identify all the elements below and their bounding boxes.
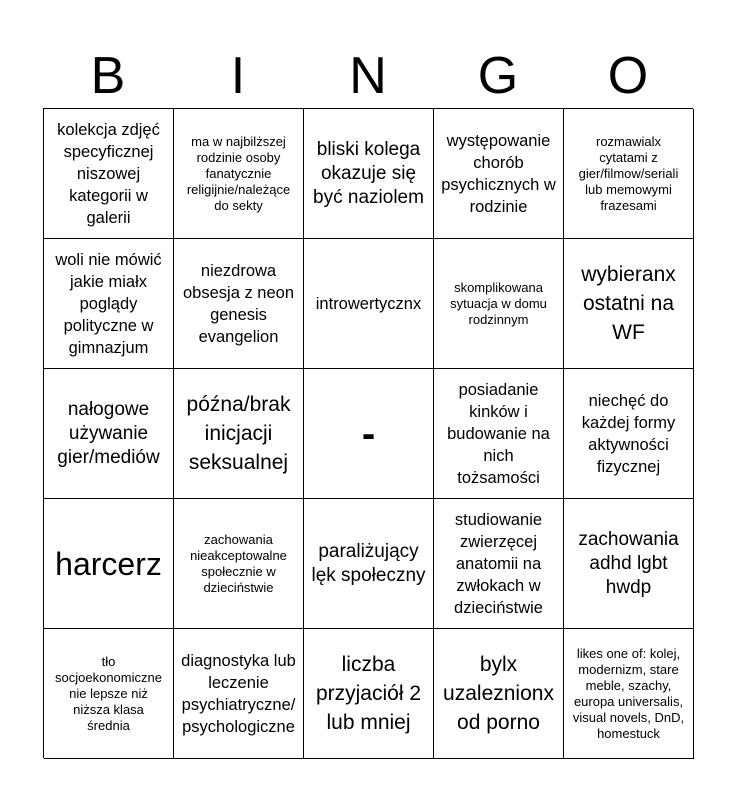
- bingo-grid: [43, 108, 693, 758]
- cell-text: woli nie mówić jakie miałx poglądy polityczne w gimnazjum: [55, 250, 162, 357]
- header-letter-b: B: [90, 47, 126, 105]
- bingo-cell-1-1[interactable]: [44, 109, 174, 239]
- cell-text: liczba przyjaciół 2 lub mniej: [315, 653, 422, 734]
- cell-text: diagnostyka lub leczenie psychiatryczne/ psychologiczne: [181, 651, 296, 736]
- header-letter-i: I: [230, 47, 246, 105]
- cell-text: kolekcja zdjęć specyficznej niszowej kategorii w galerii: [57, 120, 160, 227]
- cell-text: bliski kolega okazuje się być naziolem: [313, 138, 424, 208]
- bingo-cell-free[interactable]: [304, 369, 434, 499]
- header-letter-o: O: [607, 47, 649, 105]
- cell-text: wybieranx ostatni na WF: [581, 263, 676, 344]
- bingo-cell-4-4[interactable]: [434, 499, 564, 629]
- bingo-cell-1-5[interactable]: [564, 109, 694, 239]
- cell-text: niezdrowa obsesja z neon genesis evangelion: [183, 261, 294, 346]
- cell-text: bylx uzaleznionx od porno: [443, 653, 554, 734]
- header-letter-n: N: [349, 47, 387, 105]
- bingo-cell-3-5[interactable]: [564, 369, 694, 499]
- bingo-cell-4-3[interactable]: [304, 499, 434, 629]
- bingo-cell-3-1[interactable]: [44, 369, 174, 499]
- cell-text: nałogowe używanie gier/mediów: [57, 398, 160, 468]
- bingo-cell-2-5[interactable]: [564, 239, 694, 369]
- header-letter-g: G: [477, 47, 519, 105]
- bingo-cell-2-2[interactable]: [174, 239, 304, 369]
- cell-text: harcerz: [55, 545, 162, 582]
- bingo-cell-4-1[interactable]: [44, 499, 174, 629]
- bingo-header: [43, 44, 693, 108]
- cell-text: późna/brak inicjacji seksualnej: [186, 393, 291, 474]
- cell-text: niechęć do każdej formy aktywności fizycznej: [581, 391, 676, 476]
- bingo-cell-1-3[interactable]: [304, 109, 434, 239]
- cell-text: tło socjoekonomiczne nie lepsze niż niższa klasa średnia: [55, 653, 162, 733]
- cell-text: skomplikowana sytuacja w domu rodzinnym: [450, 279, 547, 327]
- bingo-cell-4-5[interactable]: [564, 499, 694, 629]
- bingo-cell-2-3[interactable]: [304, 239, 434, 369]
- bingo-cell-5-5[interactable]: [564, 629, 694, 759]
- bingo-cell-2-1[interactable]: [44, 239, 174, 369]
- cell-text: studiowanie zwierzęcej anatomii na zwłokach w dzieciństwie: [454, 510, 543, 617]
- bingo-cell-3-4[interactable]: [434, 369, 564, 499]
- bingo-cell-5-1[interactable]: [44, 629, 174, 759]
- cell-text: zachowania nieakceptowalne społecznie w dzieciństwie: [190, 531, 287, 595]
- bingo-cell-4-2[interactable]: [174, 499, 304, 629]
- cell-text: posiadanie kinków i budowanie na nich tożsamości: [447, 380, 550, 487]
- cell-text: występowanie chorób psychicznych w rodzinie: [441, 131, 556, 216]
- bingo-cell-5-3[interactable]: [304, 629, 434, 759]
- bingo-cell-2-4[interactable]: [434, 239, 564, 369]
- cell-text: rozmawialx cytatami z gier/filmow/seriali lub memowymi frazesami: [578, 133, 679, 213]
- bingo-cell-5-2[interactable]: [174, 629, 304, 759]
- cell-text: paraliżujący lęk społeczny: [311, 540, 426, 586]
- cell-text: zachowania adhd lgbt hwdp: [578, 528, 679, 598]
- bingo-cell-5-4[interactable]: [434, 629, 564, 759]
- bingo-cell-1-2[interactable]: [174, 109, 304, 239]
- cell-text: ma w najbilższej rodzinie osoby fanatycznie religijnie/należące do sekty: [186, 133, 291, 213]
- cell-text: introwertycznx: [315, 294, 422, 313]
- cell-text: likes one of: kolej, modernizm, stare meble, szachy, europa universalis, visual novels, DnD, homestuck: [572, 645, 685, 741]
- cell-text: -: [361, 411, 376, 456]
- bingo-cell-3-2[interactable]: [174, 369, 304, 499]
- bingo-cell-1-4[interactable]: [434, 109, 564, 239]
